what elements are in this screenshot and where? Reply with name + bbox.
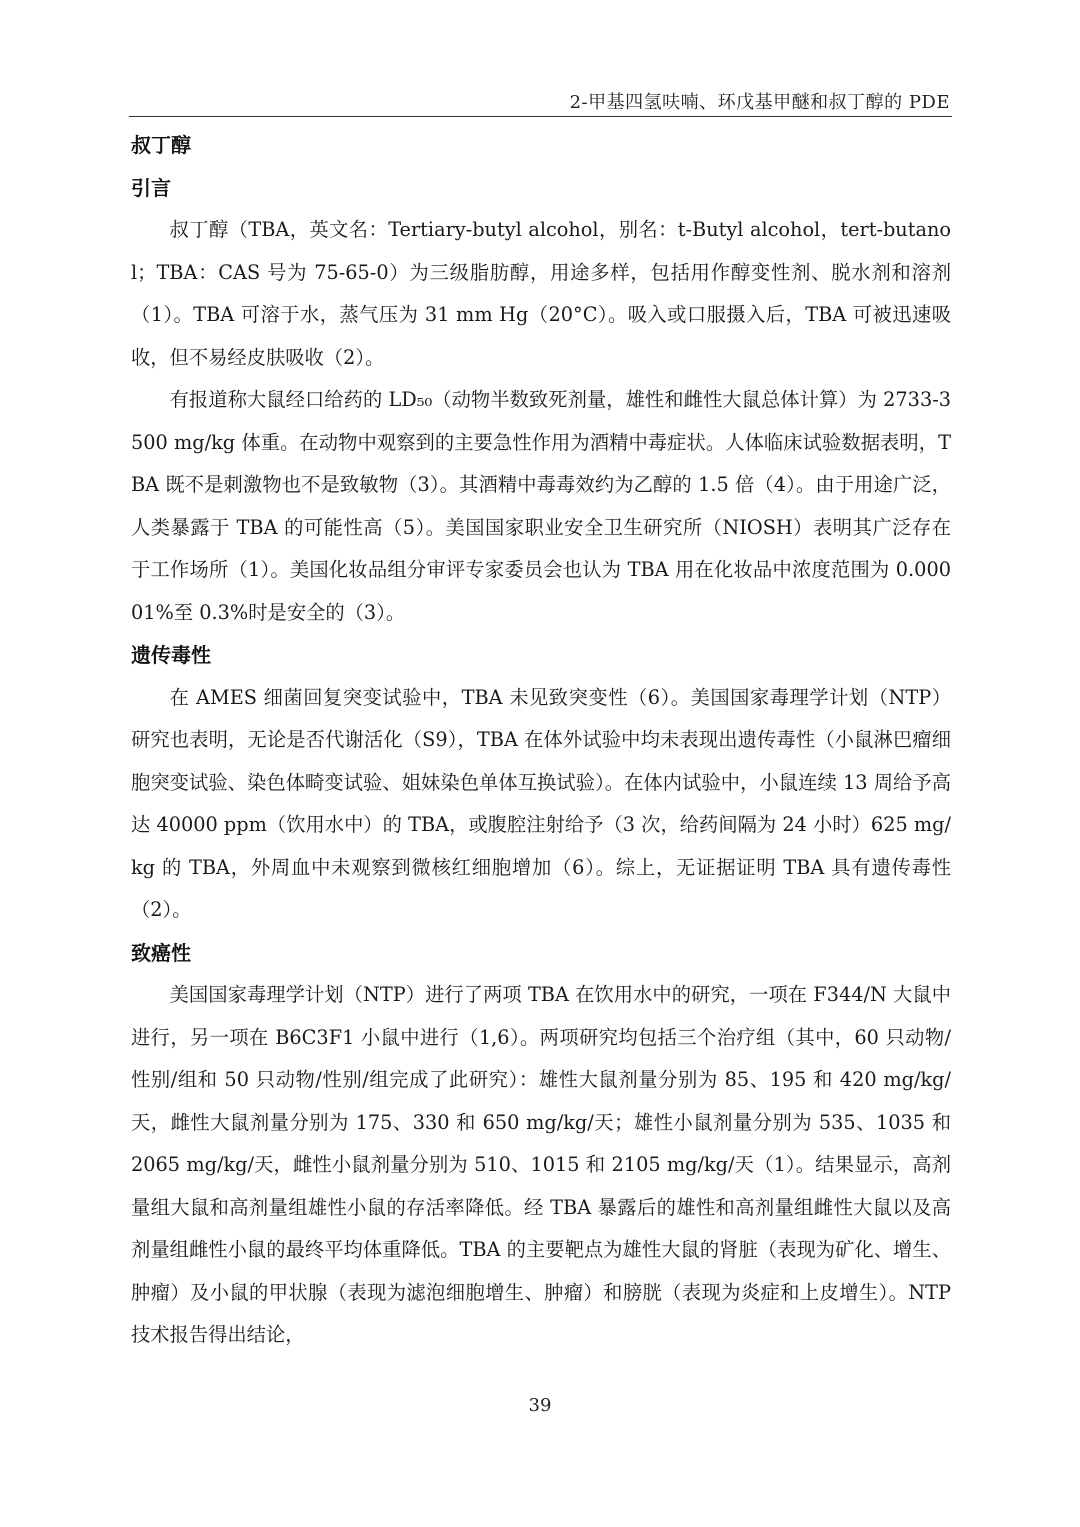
main-title: 叔丁醇 — [131, 133, 191, 157]
header-rule — [129, 116, 952, 117]
page-body — [131, 124, 951, 1357]
section-heading-carcinogenicity: 致癌性 — [131, 940, 191, 965]
running-header: 2-甲基四氢呋喃、环戊基甲醚和叔丁醇的 PDE — [569, 92, 950, 113]
page-number: 39 — [528, 1395, 552, 1416]
paragraph-carcinogenicity-1: 美国国家毒理学计划（NTP）进行了两项 TBA 在饮用水中的研究，一项在 F344/N 大鼠中进行，另一项在 B6C3F1 小鼠中进行（1,6）。两项研究均包括三个治疗组（其中，60 只动物/性别/组和 50 只动物/性别/组完成了此研究）：雄性大鼠剂量分别为 85、195 和 420 mg/kg/天，雌性大鼠剂量分别为 175、330 和 650 mg/kg/天；雄性小鼠剂量分别为 535、1035 和 2065 mg/kg/天，雌性小鼠剂量分别为 510、1015 和 2105 mg/kg/天（1）。结果显示，高剂量组大鼠和高剂量组雄性小鼠的存活率降低。经 TBA 暴露后的雄性和高剂量组雌性大鼠以及高剂量组雌性小鼠的最终平均体重降低。TBA 的主要靶点为雄性大鼠的肾脏（表现为矿化、增生、肿瘤）及小鼠的甲状腺（表现为滤泡细胞增生、肿瘤）和膀胱（表现为炎症和上皮增生）。NTP 技术报告得出结论， — [131, 983, 951, 1346]
paragraph-introduction-1: 叔丁醇（TBA，英文名：Tertiary-butyl alcohol，别名：t-Butyl alcohol，tert-butanol；TBA：CAS 号为 75-65-0）为三级脂肪醇，用途多样，包括用作醇变性剂、脱水剂和溶剂（1）。TBA 可溶于水，蒸气压为 31 mm Hg（20°C）。吸入或口服摄入后，TBA 可被迅速吸收，但不易经皮肤吸收（2）。 — [131, 218, 951, 369]
paragraph-genotoxicity-1: 在 AMES 细菌回复突变试验中，TBA 未见致突变性（6）。美国国家毒理学计划（NTP）研究也表明，无论是否代谢活化（S9），TBA 在体外试验中均未表现出遗传毒性（小鼠淋巴瘤细胞突变试验、染色体畸变试验、姐妹染色单体互换试验）。在体内试验中，小鼠连续 13 周给予高达 40000 ppm（饮用水中）的 TBA，或腹腔注射给予（3 次，给药间隔为 24 小时）625 mg/kg 的 TBA，外周血中未观察到微核红细胞增加（6）。综上，无证据证明 TBA 具有遗传毒性（2）。 — [131, 685, 951, 921]
paragraph-introduction-2: 有报道称大鼠经口给药的 LD₅₀（动物半数致死剂量，雄性和雌性大鼠总体计算）为 2733-3500 mg/kg 体重。在动物中观察到的主要急性作用为酒精中毒症状。人体临床试验数据表明，TBA 既不是刺激物也不是致敏物（3）。其酒精中毒毒效约为乙醇的 1.5 倍（4）。由于用途广泛，人类暴露于 TBA 的可能性高（5）。美国国家职业安全卫生研究所（NIOSH）表明其广泛存在于工作场所（1）。美国化妆品组分审评专家委员会也认为 TBA 用在化妆品中浓度范围为 0.00001%至 0.3%时是安全的（3）。 — [131, 388, 951, 624]
section-heading-genotoxicity: 遗传毒性 — [131, 643, 211, 667]
section-heading-introduction: 引言 — [131, 175, 171, 200]
